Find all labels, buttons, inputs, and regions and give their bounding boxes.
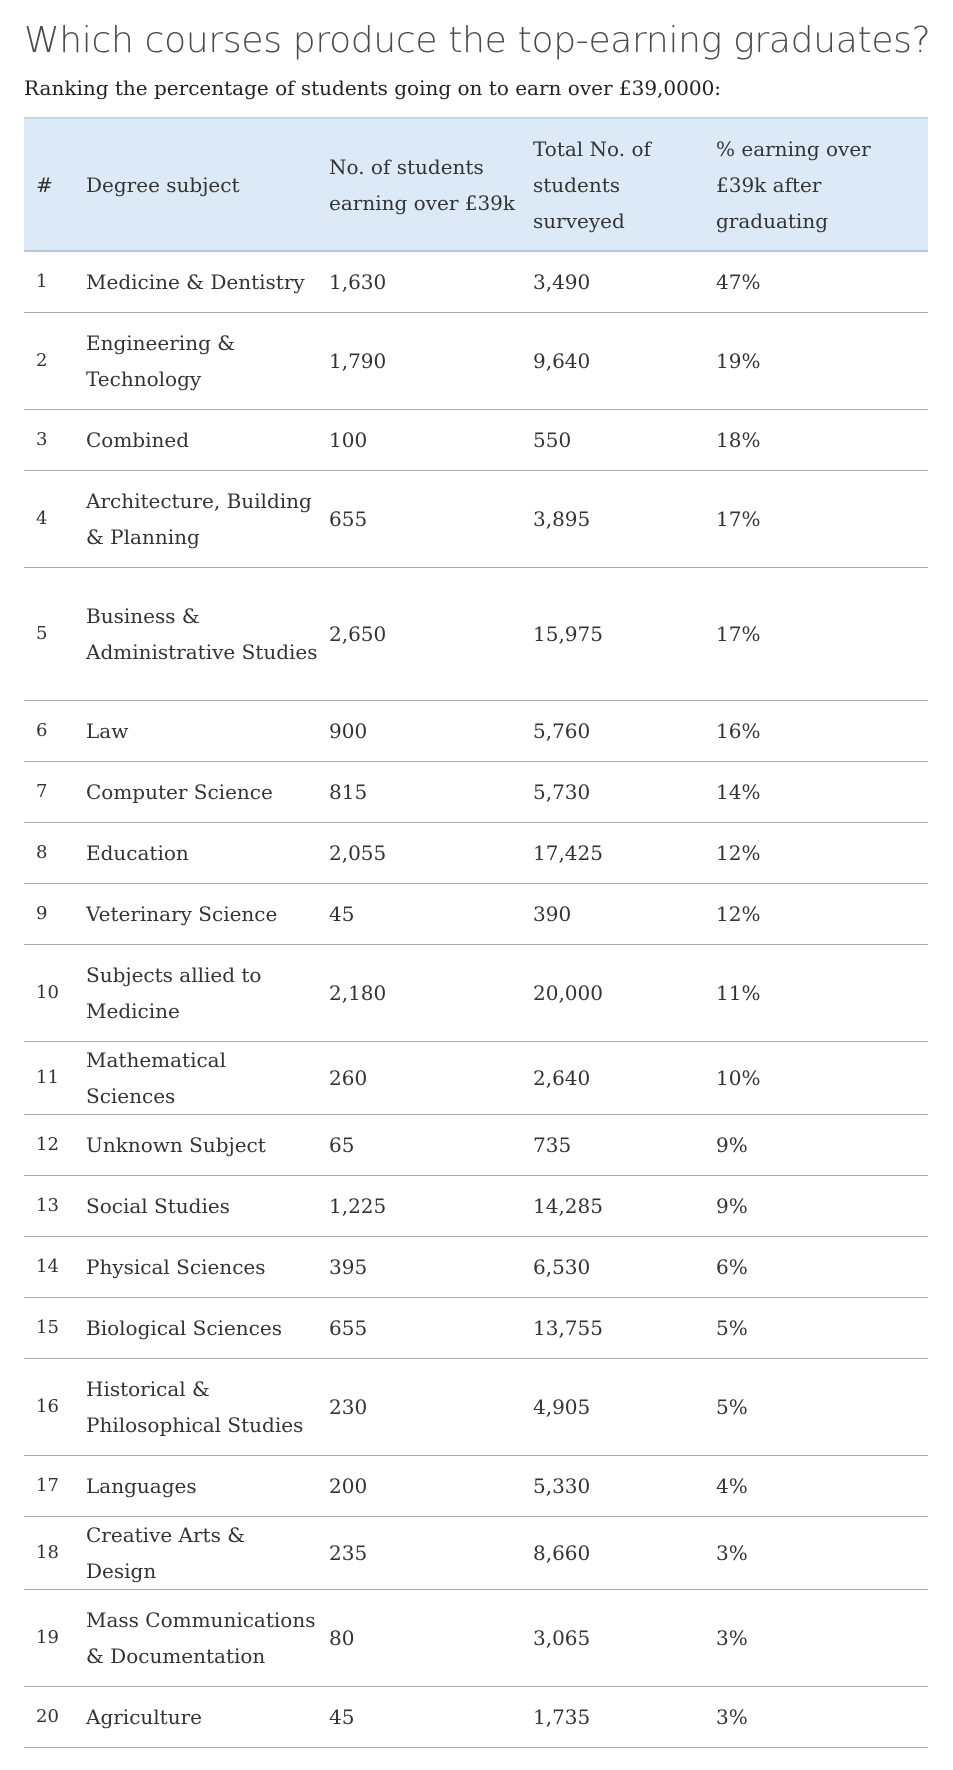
earning-cell: 2,055 [329, 840, 387, 865]
table-row [24, 700, 928, 761]
total-cell: 390 [533, 901, 572, 926]
rank-cell: 18 [36, 1541, 59, 1563]
rank-cell: 15 [36, 1316, 59, 1338]
total-cell: 735 [533, 1132, 572, 1157]
percent-cell: 9% [716, 1193, 748, 1218]
rank-cell: 12 [36, 1133, 59, 1155]
total-cell: 13,755 [533, 1315, 603, 1340]
rank-cell: 17 [36, 1474, 59, 1496]
percent-cell: 19% [716, 348, 761, 373]
percent-cell: 9% [716, 1132, 748, 1157]
earning-cell: 655 [329, 506, 368, 531]
percent-cell: 5% [716, 1394, 748, 1419]
page [24, 0, 931, 1748]
rank-cell: 9 [36, 902, 48, 924]
rank-cell: 7 [36, 780, 48, 802]
table-row [24, 1297, 928, 1358]
subject-cell: Subjects allied to Medicine [86, 962, 262, 1023]
percent-cell: 11% [716, 980, 761, 1005]
earning-cell: 45 [329, 901, 355, 926]
page-subtitle: Ranking the percentage of students going on to earn over £39,0000: [24, 76, 722, 100]
earning-cell: 200 [329, 1473, 368, 1498]
table-row [24, 1041, 928, 1114]
table-row [24, 1114, 928, 1175]
table-body [24, 251, 928, 1747]
table-row [24, 409, 928, 470]
rank-cell: 16 [36, 1395, 59, 1417]
subject-cell: Biological Sciences [86, 1315, 282, 1340]
earning-cell: 900 [329, 718, 368, 743]
subject-cell: Education [86, 840, 189, 865]
percent-cell: 6% [716, 1254, 748, 1279]
subject-cell: Unknown Subject [86, 1132, 266, 1157]
percent-cell: 5% [716, 1315, 748, 1340]
earning-cell: 260 [329, 1065, 368, 1090]
table-row [24, 1455, 928, 1516]
earning-cell: 2,180 [329, 980, 387, 1005]
total-cell: 9,640 [533, 348, 591, 373]
page-title: Which courses produce the top-earning graduates? [24, 20, 931, 61]
percent-cell: 16% [716, 718, 761, 743]
subject-cell: Combined [86, 427, 190, 452]
percent-cell: 3% [716, 1704, 748, 1729]
rank-cell: 6 [36, 719, 48, 741]
rank-cell: 2 [36, 349, 48, 371]
rank-cell: 3 [36, 428, 48, 450]
earning-cell: 1,225 [329, 1193, 387, 1218]
percent-cell: 18% [716, 427, 761, 452]
table-row [24, 1358, 928, 1455]
total-cell: 3,490 [533, 269, 591, 294]
subject-cell: Historical & Philosophical Studies [86, 1376, 304, 1437]
total-cell: 5,330 [533, 1473, 591, 1498]
subject-cell: Agriculture [86, 1704, 202, 1729]
total-cell: 5,760 [533, 718, 591, 743]
earning-cell: 655 [329, 1315, 368, 1340]
subject-cell: Medicine & Dentistry [86, 269, 305, 294]
earning-cell: 2,650 [329, 621, 387, 646]
table-row [24, 312, 928, 409]
percent-cell: 14% [716, 779, 761, 804]
subject-cell: Engineering & Technology [86, 330, 236, 391]
percent-cell: 17% [716, 621, 761, 646]
subject-cell: Languages [86, 1473, 197, 1498]
percent-cell: 3% [716, 1540, 748, 1565]
table-row [24, 822, 928, 883]
table-row [24, 761, 928, 822]
rank-cell: 10 [36, 981, 59, 1003]
rank-cell: 1 [36, 270, 48, 292]
rank-cell: 11 [36, 1066, 59, 1088]
total-cell: 550 [533, 427, 572, 452]
header-total-surveyed: Total No. of students surveyed [533, 136, 651, 233]
percent-cell: 4% [716, 1473, 748, 1498]
total-cell: 1,735 [533, 1704, 591, 1729]
earning-cell: 1,630 [329, 269, 387, 294]
table-header [24, 118, 928, 251]
total-cell: 14,285 [533, 1193, 603, 1218]
total-cell: 4,905 [533, 1394, 591, 1419]
earning-cell: 45 [329, 1704, 355, 1729]
table-row [24, 470, 928, 567]
subject-cell: Physical Sciences [86, 1254, 266, 1279]
percent-cell: 12% [716, 840, 761, 865]
subject-cell: Mathematical Sciences [86, 1047, 226, 1108]
rank-cell: 4 [36, 507, 48, 529]
rank-cell: 13 [36, 1194, 59, 1216]
subject-cell: Social Studies [86, 1193, 230, 1218]
table-row [24, 1589, 928, 1686]
percent-cell: 3% [716, 1625, 748, 1650]
total-cell: 8,660 [533, 1540, 591, 1565]
table-row [24, 567, 928, 700]
total-cell: 17,425 [533, 840, 603, 865]
earning-cell: 815 [329, 779, 368, 804]
earning-cell: 100 [329, 427, 368, 452]
earning-cell: 80 [329, 1625, 355, 1650]
percent-cell: 47% [716, 269, 761, 294]
table-row [24, 1236, 928, 1297]
percent-cell: 17% [716, 506, 761, 531]
subject-cell: Computer Science [86, 779, 273, 804]
earning-cell: 65 [329, 1132, 355, 1157]
subject-cell: Mass Communications & Documentation [86, 1607, 316, 1668]
header-percent: % earning over £39k after graduating [716, 136, 871, 233]
table-row [24, 251, 928, 312]
total-cell: 3,895 [533, 506, 591, 531]
rank-cell: 19 [36, 1626, 59, 1648]
header-rank: # [36, 172, 53, 197]
percent-cell: 10% [716, 1065, 761, 1090]
earnings-table [24, 117, 928, 1748]
table-row [24, 1516, 928, 1589]
header-subject: Degree subject [86, 172, 240, 197]
subject-cell: Law [86, 718, 129, 743]
rank-cell: 20 [36, 1705, 59, 1727]
rank-cell: 5 [36, 622, 48, 644]
total-cell: 20,000 [533, 980, 603, 1005]
subject-cell: Business & Administrative Studies [86, 603, 318, 664]
table-row [24, 883, 928, 944]
earning-cell: 230 [329, 1394, 368, 1419]
percent-cell: 12% [716, 901, 761, 926]
header-row [24, 118, 928, 251]
table-row [24, 1175, 928, 1236]
subject-cell: Architecture, Building & Planning [86, 488, 312, 549]
earning-cell: 235 [329, 1540, 368, 1565]
header-earning-over-39k: No. of students earning over £39k [329, 154, 516, 215]
table-row [24, 944, 928, 1041]
total-cell: 5,730 [533, 779, 591, 804]
rank-cell: 14 [36, 1255, 59, 1277]
earning-cell: 395 [329, 1254, 368, 1279]
total-cell: 6,530 [533, 1254, 591, 1279]
table-row [24, 1686, 928, 1747]
total-cell: 3,065 [533, 1625, 591, 1650]
total-cell: 15,975 [533, 621, 603, 646]
earning-cell: 1,790 [329, 348, 387, 373]
rank-cell: 8 [36, 841, 48, 863]
subject-cell: Veterinary Science [86, 901, 278, 926]
total-cell: 2,640 [533, 1065, 591, 1090]
subject-cell: Creative Arts & Design [86, 1522, 246, 1583]
